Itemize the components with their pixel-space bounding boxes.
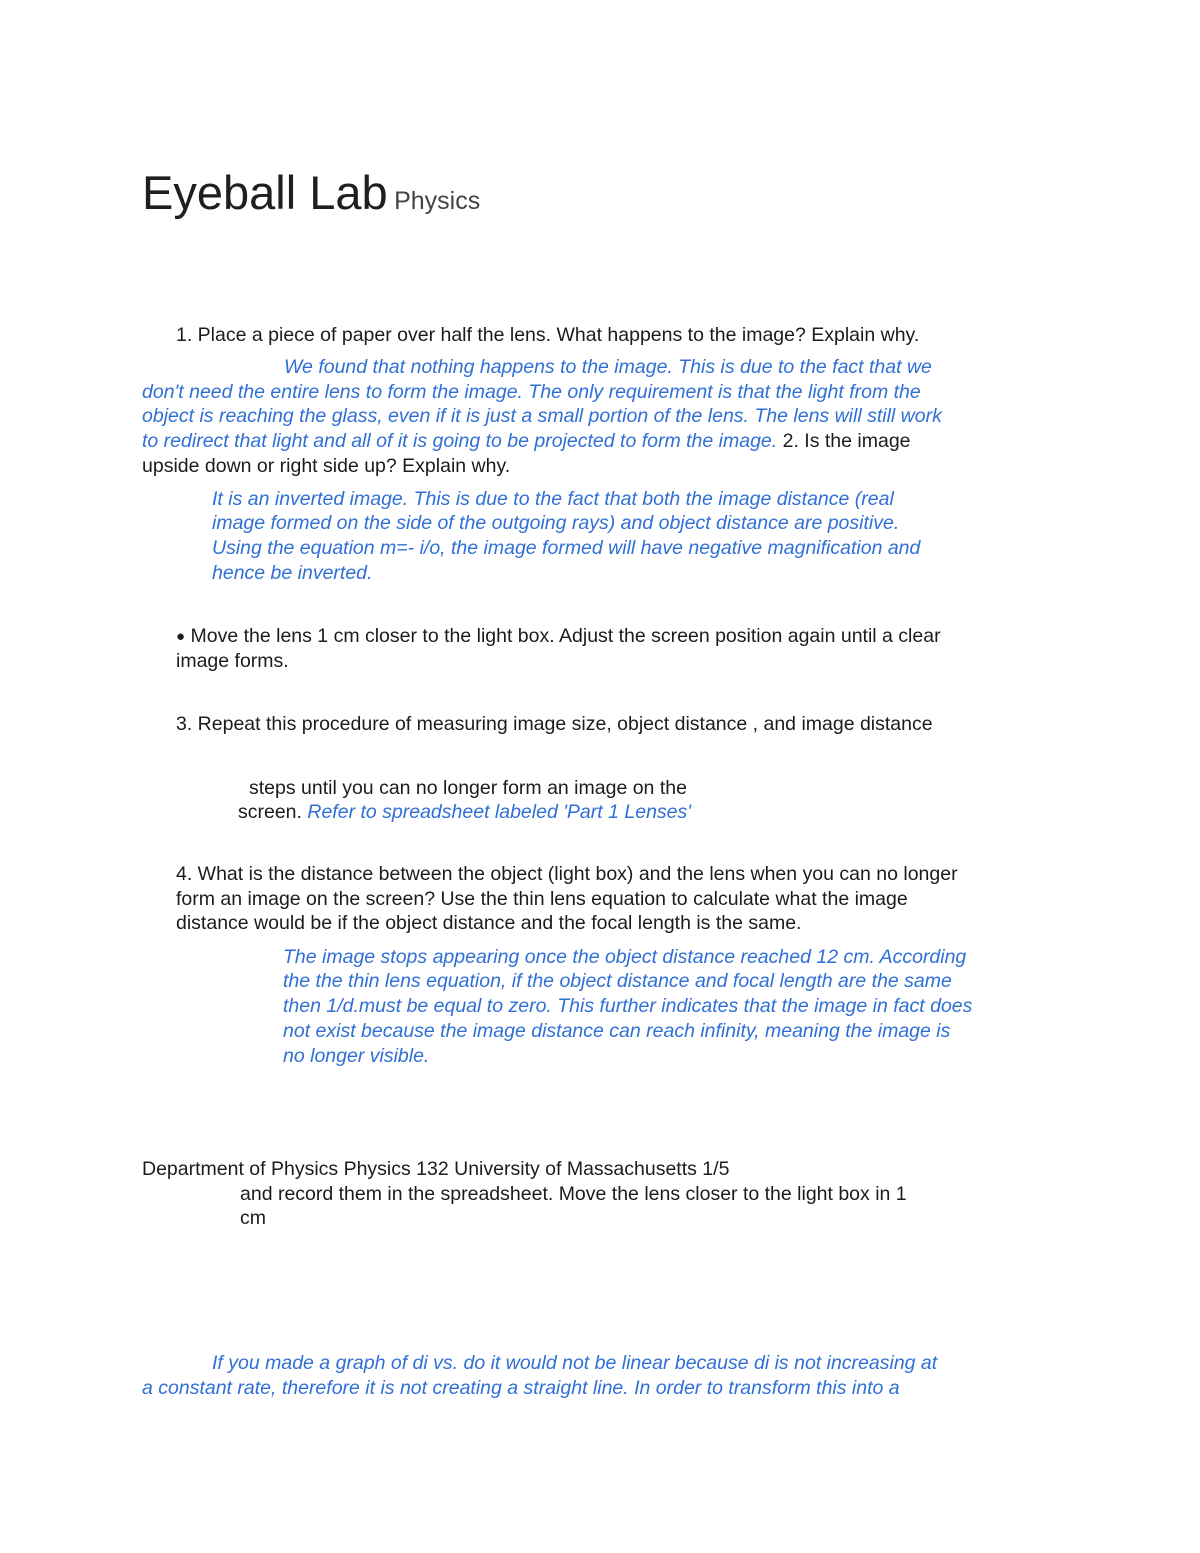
answer-2-line: hence be inverted. bbox=[212, 562, 373, 584]
answer-2-line: image formed on the side of the outgoing rays) and object distance are positive. bbox=[212, 512, 900, 534]
answer-4-line: The image stops appearing once the object distance reached 12 cm. According bbox=[283, 946, 967, 968]
question-4-line: distance would be if the object distance and the focal length is the same. bbox=[176, 912, 802, 934]
answer-4-line: the the thin lens equation, if the object distance and focal length are the same bbox=[283, 970, 952, 992]
screen-text: screen. bbox=[238, 801, 302, 823]
title-main: Eyeball Lab bbox=[142, 166, 388, 219]
question-3-screen bbox=[238, 800, 691, 825]
title-subtitle: Physics bbox=[394, 187, 481, 215]
answer-1-line: to redirect that light and all of it is going to be projected to form the image. bbox=[142, 430, 778, 452]
answer-4-line: no longer visible. bbox=[283, 1045, 430, 1067]
final-answer-line: If you made a graph of di vs. do it would not be linear because di is not increasing at bbox=[212, 1352, 938, 1374]
question-4-line: 4. What is the distance between the object (light box) and the lens when you can no longer bbox=[176, 863, 958, 885]
answer-1-line: don't need the entire lens to form the image. The only requirement is that the light from the bbox=[142, 381, 921, 403]
answer-2-line: Using the equation m=- i/o, the image formed will have negative magnification and bbox=[212, 537, 921, 559]
continuation-line: and record them in the spreadsheet. Move the lens closer to the light box in 1 bbox=[240, 1183, 907, 1205]
answer-2-line: It is an inverted image. This is due to the fact that both the image distance (real bbox=[212, 488, 894, 510]
page-footer: Department of Physics Physics 132 University of Massachusetts 1/5 bbox=[142, 1158, 730, 1180]
continuation-line: cm bbox=[240, 1207, 266, 1229]
answer-1-last-line bbox=[142, 429, 911, 454]
answer-1-line: object is reaching the glass, even if it is just a small portion of the lens. The lens will still work bbox=[142, 405, 942, 427]
bullet-item bbox=[176, 624, 941, 649]
answer-4-line: not exist because the image distance can reach infinity, meaning the image is bbox=[283, 1020, 951, 1042]
bullet-icon: ● bbox=[176, 628, 186, 645]
question-4-line: form an image on the screen? Use the thin lens equation to calculate what the image bbox=[176, 888, 908, 910]
question-2-start: 2. Is the image bbox=[782, 430, 911, 452]
bullet-text: Move the lens 1 cm closer to the light box. Adjust the screen position again until a clear bbox=[190, 625, 941, 647]
question-3: 3. Repeat this procedure of measuring image size, object distance , and image distance bbox=[176, 713, 933, 735]
document-title bbox=[142, 165, 480, 220]
bullet-text-continued: image forms. bbox=[176, 650, 289, 672]
answer-4-line: then 1/d.must be equal to zero. This further indicates that the image in fact does bbox=[283, 995, 973, 1017]
question-2-end: upside down or right side up? Explain why. bbox=[142, 455, 511, 477]
final-answer-line: a constant rate, therefore it is not creating a straight line. In order to transform this into a bbox=[142, 1377, 900, 1399]
answer-1-line: We found that nothing happens to the image. This is due to the fact that we bbox=[284, 356, 932, 378]
question-3-steps: steps until you can no longer form an image on the bbox=[249, 777, 687, 799]
answer-3: Refer to spreadsheet labeled 'Part 1 Lenses' bbox=[307, 801, 691, 823]
question-1: 1. Place a piece of paper over half the lens. What happens to the image? Explain why. bbox=[176, 324, 920, 346]
